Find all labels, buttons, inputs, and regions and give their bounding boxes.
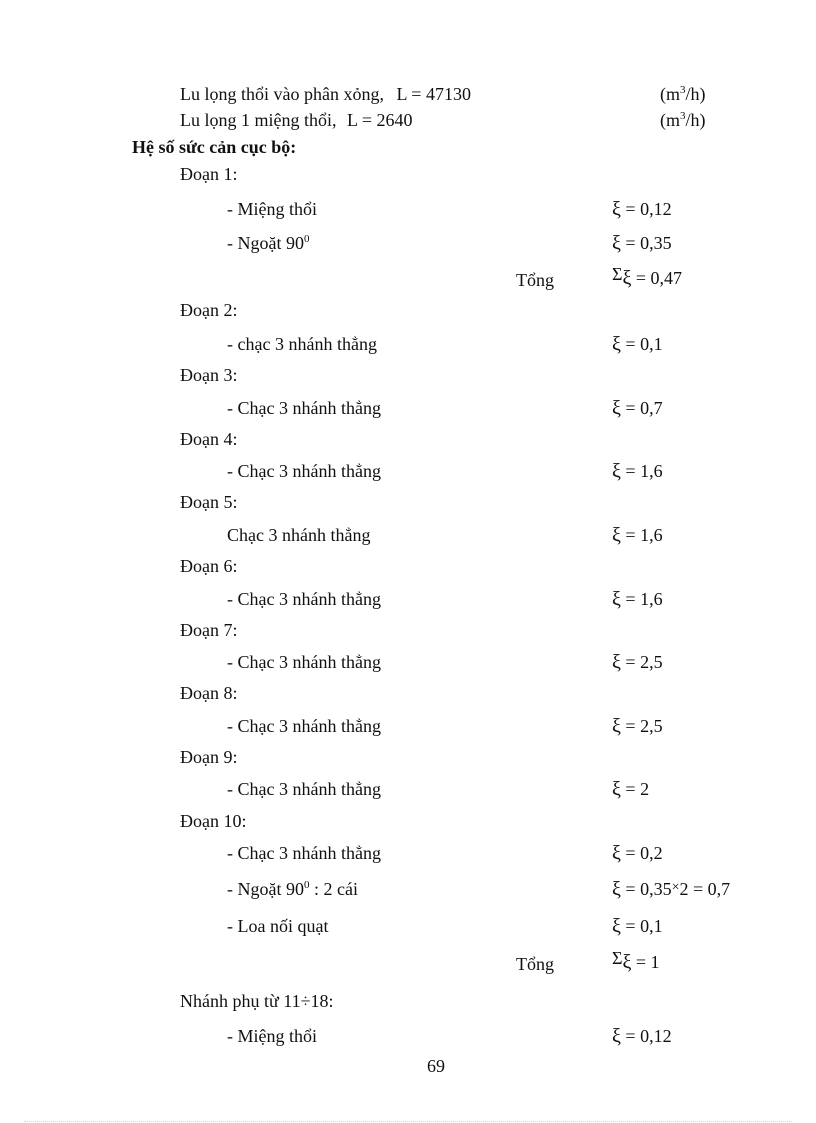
doan-10-item-2: - Ngoặt $90^0$ : 2 cái xyxy=(227,879,358,899)
doan-5-item: Chạc 3 nhánh thẳng xyxy=(227,525,371,545)
doan-9-value: ξ = 2 xyxy=(612,778,650,800)
doan-7-value: ξ = 2,5 xyxy=(612,651,663,673)
doan-3-item: - Chạc 3 nhánh thẳng xyxy=(227,398,381,418)
doan-7-item: - Chạc 3 nhánh thẳng xyxy=(227,652,381,672)
flow-outlet-line xyxy=(180,110,412,130)
doan-5-title: Đoạn 5: xyxy=(180,492,238,512)
doan-3-value: ξ = 0,7 xyxy=(612,397,663,419)
doan-1-item-2-value: ξ = 0,35 xyxy=(612,232,672,254)
doan-2-item: - chạc 3 nhánh thẳng xyxy=(227,334,377,354)
sigma-symbol: Σ xyxy=(612,264,623,284)
xi-symbol: ξ xyxy=(622,267,632,289)
doan-9-item: - Chạc 3 nhánh thẳng xyxy=(227,779,381,799)
doan-3-title: Đoạn 3: xyxy=(180,365,238,385)
flow-outlet-label: Lu lọng 1 miệng thổi, xyxy=(180,110,337,130)
doan-10-item-3-value: ξ = 0,1 xyxy=(612,915,663,937)
xi-symbol: ξ xyxy=(612,651,621,673)
doan-10-total-value: Σξ = 1 xyxy=(612,948,660,973)
doan-7-title: Đoạn 7: xyxy=(180,620,238,640)
flow-total-equation: L = 47130 xyxy=(396,84,471,104)
doan-8-value: ξ = 2,5 xyxy=(612,715,663,737)
flow-total-unit: $(m^3/h)$ xyxy=(660,84,706,104)
xi-symbol: ξ xyxy=(612,460,621,482)
doan-10-item-1-value: ξ = 0,2 xyxy=(612,842,663,864)
branch-value: ξ = 0,12 xyxy=(612,1025,672,1047)
doan-10-item-1: - Chạc 3 nhánh thẳng xyxy=(227,843,381,863)
xi-symbol: ξ xyxy=(612,915,621,937)
doan-1-total-value: Σξ = 0,47 xyxy=(612,264,683,289)
doan-10-total-label: Tổng xyxy=(516,954,554,974)
doan-2-value: ξ = 0,1 xyxy=(612,333,663,355)
doan-1-total-label: Tổng xyxy=(516,270,554,290)
doan-1-title: Đoạn 1: xyxy=(180,164,238,184)
branch-title: Nhánh phụ từ 11÷18: xyxy=(180,991,334,1011)
flow-total-line xyxy=(180,84,471,104)
sigma-symbol: Σ xyxy=(612,948,623,968)
times-symbol: × xyxy=(671,880,680,895)
doan-10-title: Đoạn 10: xyxy=(180,811,247,831)
section-heading: Hệ số sức cản cục bộ: xyxy=(132,137,297,157)
xi-symbol: ξ xyxy=(612,198,621,220)
xi-symbol: ξ xyxy=(612,778,621,800)
xi-symbol: ξ xyxy=(612,524,621,546)
xi-symbol: ξ xyxy=(612,588,621,610)
page-number: 69 xyxy=(427,1056,445,1076)
xi-symbol: ξ xyxy=(622,951,632,973)
flow-outlet-unit: $(m^3/h)$ xyxy=(660,110,706,130)
xi-symbol: ξ xyxy=(612,232,621,254)
doan-6-value: ξ = 1,6 xyxy=(612,588,663,610)
doan-8-title: Đoạn 8: xyxy=(180,683,238,703)
doan-1-item-1: - Miệng thổi xyxy=(227,199,317,219)
doan-8-item: - Chạc 3 nhánh thẳng xyxy=(227,716,381,736)
doan-10-item-2-value: ξ = 0,35×2 = 0,7 xyxy=(612,878,731,900)
flow-total-label: Lu lọng thổi vào phân xỏng, xyxy=(180,84,384,104)
doan-4-item: - Chạc 3 nhánh thẳng xyxy=(227,461,381,481)
xi-symbol: ξ xyxy=(612,333,621,355)
doan-6-title: Đoạn 6: xyxy=(180,556,238,576)
doan-4-value: ξ = 1,6 xyxy=(612,460,663,482)
flow-outlet-equation: L = 2640 xyxy=(347,110,413,130)
xi-symbol: ξ xyxy=(612,1025,621,1047)
xi-symbol: ξ xyxy=(612,397,621,419)
doan-10-item-3: - Loa nối quạt xyxy=(227,916,329,936)
doan-6-item: - Chạc 3 nhánh thẳng xyxy=(227,589,381,609)
xi-symbol: ξ xyxy=(612,842,621,864)
doan-9-title: Đoạn 9: xyxy=(180,747,238,767)
branch-item: - Miệng thổi xyxy=(227,1026,317,1046)
doan-5-value: ξ = 1,6 xyxy=(612,524,663,546)
doan-4-title: Đoạn 4: xyxy=(180,429,238,449)
doan-1-item-1-value: ξ = 0,12 xyxy=(612,198,672,220)
page-bottom-rule xyxy=(24,1121,792,1122)
xi-symbol: ξ xyxy=(612,878,621,900)
doan-2-title: Đoạn 2: xyxy=(180,300,238,320)
doan-1-item-2: - Ngoặt $90^0$ xyxy=(227,233,310,253)
xi-symbol: ξ xyxy=(612,715,621,737)
